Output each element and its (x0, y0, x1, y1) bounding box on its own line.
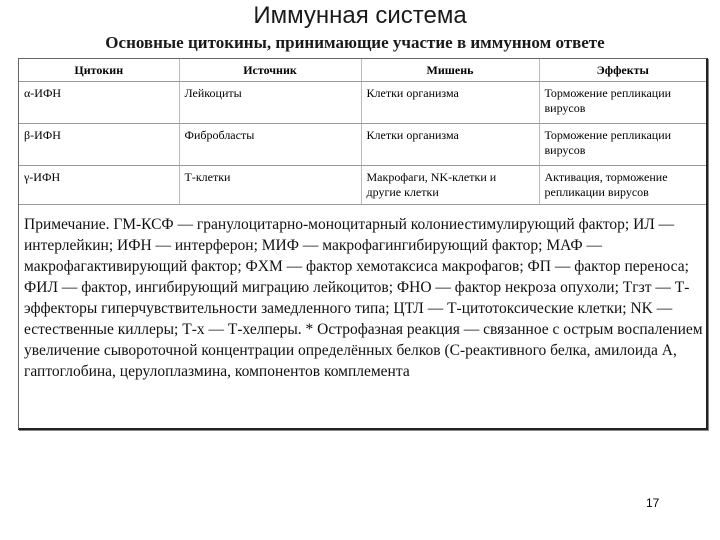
cell-cytokine: γ-ИФН (19, 166, 179, 205)
table-row (19, 124, 706, 166)
cell-effects: Торможение репликации вирусов (539, 82, 706, 124)
header-target: Мишень (361, 59, 539, 82)
cell-target: Клетки организма (361, 82, 539, 124)
header-cytokine: Цитокин (19, 59, 179, 82)
cell-target: Клетки организма (361, 124, 539, 166)
header-source: Источник (179, 59, 361, 82)
cell-effects: Активация, торможение репликации вирусов (539, 166, 706, 205)
slide-title: Иммунная система (253, 2, 467, 29)
cell-source: Лейкоциты (179, 82, 361, 124)
cell-source: Т-клетки (179, 166, 361, 205)
cell-cytokine: β-ИФН (19, 124, 179, 166)
table-header-row (19, 59, 706, 82)
table-row (19, 166, 706, 205)
cell-cytokine: α-ИФН (19, 82, 179, 124)
cytokine-table (19, 59, 706, 205)
header-effects: Эффекты (539, 59, 706, 82)
table-row (19, 82, 706, 124)
abbreviations-note: Примечание. ГМ-КСФ — гранулоцитарно-моноцитарный колониестимулирующий фактор; ИЛ — интерлейкин; ИФН — интерферон; МИФ — макрофагингибирующий фактор; МАФ — макрофагактивирующий фактор; ФХМ — фактор хемотаксиса макрофагов; ФП — фактор переноса; ФИЛ — фактор, ингибирующий миграцию лейкоцитов; ФНО — фактор некроза опухоли; Тгзт — Т-эффекторы гиперчувствительности замедленного типа; ЦТЛ — Т-цитотоксические клетки; NK — естественные киллеры; Т-х — Т-хелперы. * Острофазная реакция — связанное с острым воспалением увеличение сывороточной концентрации определённых белков (С-реактивного белка, амилоида А, гаптоглобина, церулоплазмина, компонентов комплемента (24, 216, 703, 380)
page-number: 17 (646, 496, 660, 510)
cell-target: Макрофаги, NK-клетки и другие клетки (361, 166, 539, 205)
slide-subtitle: Основные цитокины, принимающие участие в иммунном ответе (105, 33, 605, 52)
cell-source: Фибробласты (179, 124, 361, 166)
cell-effects: Торможение репликации вирусов (539, 124, 706, 166)
